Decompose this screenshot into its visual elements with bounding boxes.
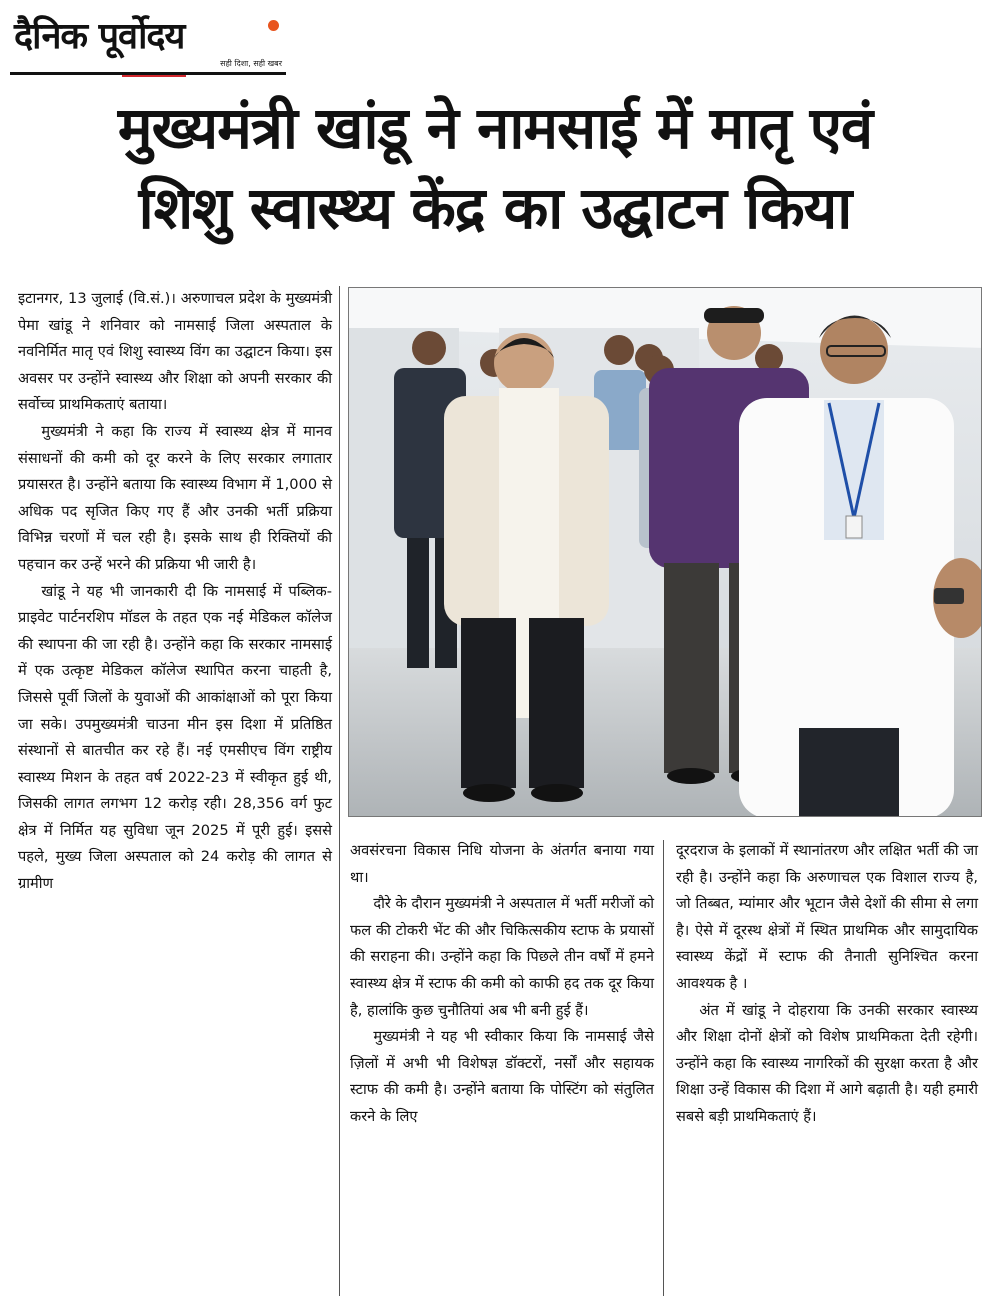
news-photo bbox=[348, 287, 982, 817]
paragraph: दूरदराज के इलाकों में स्थानांतरण और लक्षित भर्ती की जा रही है। उन्होंने कहा कि अरुणाचल एक विशाल राज्य है, जो तिब्बत, म्यांमार और भूटान जैसे देशों की सीमा से लगा है। ऐसे में दूरस्थ क्षेत्रों में स्थित प्राथमिक और सामुदायिक स्वास्थ्य केंद्रों में स्टाफ की तैनाती सुनिश्चित करना आवश्यक है । bbox=[676, 842, 978, 992]
article-column-1 bbox=[18, 286, 332, 898]
headline-line-2: शिशु स्वास्थ्य केंद्र का उद्घाटन किया bbox=[138, 174, 852, 242]
photo-illustration bbox=[349, 288, 982, 817]
column-divider bbox=[663, 840, 664, 1296]
article-column-3 bbox=[676, 838, 978, 1131]
paragraph: इटानगर, 13 जुलाई (वि.सं.)। अरुणाचल प्रदेश के मुख्यमंत्री पेमा खांडू ने शनिवार को नामसाई जिला अस्पताल के नवनिर्मित मातृ एवं शिशु स्वास्थ्य विंग का उद्घाटन किया। इस अवसर पर उन्होंने स्वास्थ्य और शिक्षा को अपनी सरकार की सर्वोच्च प्राथमिकताएं बताया। bbox=[18, 290, 332, 414]
column-divider bbox=[339, 286, 340, 1296]
paragraph: अवसंरचना विकास निधि योजना के अंतर्गत बनाया गया था। bbox=[350, 842, 654, 886]
masthead-accent-rule bbox=[122, 75, 186, 77]
newspaper-name: दैनिक पूर्वोदय bbox=[14, 16, 185, 57]
paragraph: मुख्यमंत्री ने कहा कि राज्य में स्वास्थ्य क्षेत्र में मानव संसाधनों की कमी को दूर करने के लिए सरकार लगातार प्रयासरत है। उन्होंने बताया कि स्वास्थ्य विभाग में 1,000 से अधिक पद सृजित किए गए हैं और उनकी भर्ती प्रक्रिया विभिन्न चरणों में चल रही है। इसके साथ ही रिक्तियों की पहचान कर उन्हें भरने की प्रक्रिया भी जारी है। bbox=[18, 422, 332, 573]
paragraph: मुख्यमंत्री ने यह भी स्वीकार किया कि नामसाई जैसे ज़िलों में अभी भी विशेषज्ञ डॉक्टरों, नर्सों और सहायक स्टाफ की कमी है। उन्होंने बताया कि पोस्टिंग को संतुलित करने के लिए bbox=[350, 1028, 654, 1125]
masthead bbox=[10, 8, 286, 72]
headline-line-1: मुख्यमंत्री खांडू ने नामसाई में मातृ एवं bbox=[117, 94, 873, 162]
masthead-sun-icon bbox=[268, 20, 279, 31]
newspaper-tagline: सही दिशा, सही खबर bbox=[220, 59, 282, 68]
article-column-2 bbox=[350, 838, 654, 1131]
paragraph: अंत में खांडू ने दोहराया कि उनकी सरकार स्वास्थ्य और शिक्षा दोनों क्षेत्रों को विशेष प्राथमिकता देती रहेगी। उन्होंने कहा कि स्वास्थ्य नागरिकों की सुरक्षा करता है और शिक्षा उन्हें विकास की दिशा में आगे बढ़ाती है। यही हमारी सबसे बड़ी प्राथमिकताएं हैं। bbox=[676, 1001, 978, 1125]
headline bbox=[40, 88, 950, 248]
paragraph: खांडू ने यह भी जानकारी दी कि नामसाई में पब्लिक-प्राइवेट पार्टनरशिप मॉडल के तहत एक नई मेडिकल कॉलेज की स्थापना की जा रही है। उन्होंने कहा कि सरकार नामसाई में एक उत्कृष्ट मेडिकल कॉलेज स्थापित करना चाहती है, जिससे पूर्वी जिलों के युवाओं की आकांक्षाओं को पूरा किया जा सके। उपमुख्यमंत्री चाउना मीन इस दिशा में प्रतिष्ठित संस्थानों से बातचीत कर रहे हैं। नई एमसीएच विंग राष्ट्रीय स्वास्थ्य मिशन के तहत वर्ष 2022-23 में स्वीकृत हुई थी, जिसकी लागत लगभग 12 करोड़ रही। 28,356 वर्ग फुट क्षेत्र में निर्मित यह सुविधा जून 2025 में पूरी हुई। इससे पहले, मुख्य जिला अस्पताल को 24 करोड़ की लागत से ग्रामीण bbox=[18, 582, 332, 893]
paragraph: दौरे के दौरान मुख्यमंत्री ने अस्पताल में भर्ती मरीजों को फल की टोकरी भेंट की और चिकित्सकीय स्टाफ के प्रयासों की सराहना की। उन्होंने कहा कि पिछले तीन वर्षों में हमने स्वास्थ्य क्षेत्र में स्टाफ की कमी को काफी हद तक दूर किया है, हालांकि कुछ चुनौतियां अब भी बनी हुई हैं। bbox=[350, 895, 654, 1019]
